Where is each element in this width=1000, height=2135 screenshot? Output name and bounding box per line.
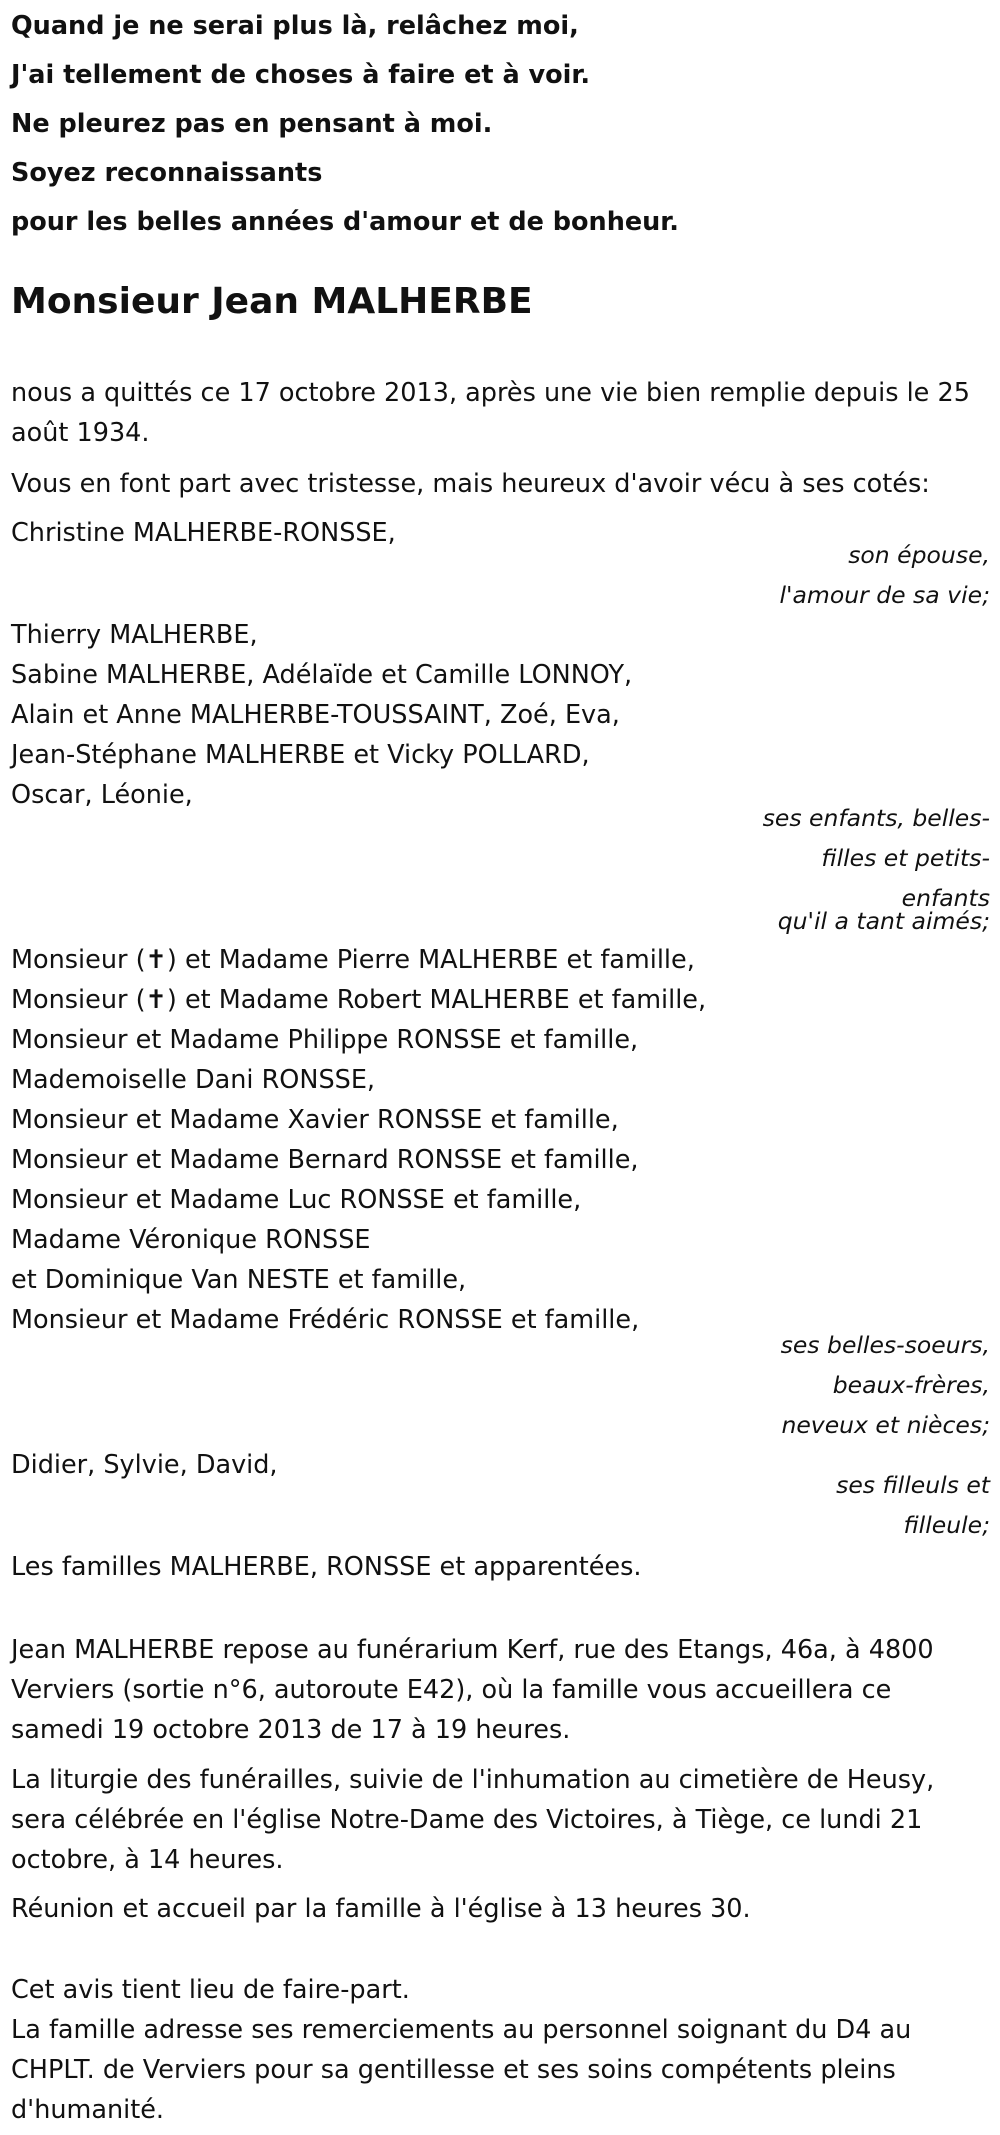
intro-line: nous a quittés ce 17 octobre 2013, après une vie bien remplie depuis le 25	[11, 378, 970, 408]
families-line: Les familles MALHERBE, RONSSE et apparentées.	[11, 1552, 642, 1582]
closing-line: CHPLT. de Verviers pour sa gentillesse et ses soins compétents pleins	[11, 2055, 896, 2085]
siblings-relation: ses belles-soeurs,	[780, 1331, 990, 1359]
sibling-name: Monsieur et Madame Frédéric RONSSE et famille,	[11, 1305, 640, 1335]
children-name: Jean-Stéphane MALHERBE et Vicky POLLARD,	[11, 740, 590, 770]
children-relation: ses enfants, belles-	[762, 804, 990, 832]
children-relation: qu'il a tant aimés;	[777, 907, 990, 935]
funeral-line: Réunion et accueil par la famille à l'église à 13 heures 30.	[11, 1894, 751, 1924]
poem-line: pour les belles années d'amour et de bonheur.	[11, 207, 679, 237]
intro-line: août 1934.	[11, 418, 150, 448]
spouse-relation: son épouse,	[848, 541, 990, 569]
siblings-relation: beaux-frères,	[832, 1371, 990, 1399]
children-name: Sabine MALHERBE, Adélaïde et Camille LONNOY,	[11, 660, 633, 690]
sibling-name: Monsieur (✝) et Madame Pierre MALHERBE et famille,	[11, 945, 695, 975]
children-relation: enfants	[901, 884, 990, 912]
page-title: Monsieur Jean MALHERBE	[11, 281, 533, 322]
sibling-name: Mademoiselle Dani RONSSE,	[11, 1065, 376, 1095]
funeral-line: Jean MALHERBE repose au funérarium Kerf, rue des Etangs, 46a, à 4800	[11, 1635, 934, 1665]
godchildren-names: Didier, Sylvie, David,	[11, 1450, 278, 1480]
godchildren-relation: ses filleuls et	[836, 1471, 990, 1499]
sibling-name: et Dominique Van NESTE et famille,	[11, 1265, 467, 1295]
children-name: Alain et Anne MALHERBE-TOUSSAINT, Zoé, Eva,	[11, 700, 620, 730]
sibling-name: Monsieur (✝) et Madame Robert MALHERBE et famille,	[11, 985, 707, 1015]
closing-line: La famille adresse ses remerciements au personnel soignant du D4 au	[11, 2015, 912, 2045]
children-name: Thierry MALHERBE,	[11, 620, 258, 650]
funeral-line: sera célébrée en l'église Notre-Dame des Victoires, à Tiège, ce lundi 21	[11, 1805, 923, 1835]
funeral-line: La liturgie des funérailles, suivie de l'inhumation au cimetière de Heusy,	[11, 1765, 935, 1795]
sibling-name: Madame Véronique RONSSE	[11, 1225, 371, 1255]
sibling-name: Monsieur et Madame Luc RONSSE et famille,	[11, 1185, 582, 1215]
spouse-relation: l'amour de sa vie;	[779, 581, 990, 609]
children-name: Oscar, Léonie,	[11, 780, 193, 810]
poem-line: Ne pleurez pas en pensant à moi.	[11, 109, 493, 139]
closing-line: Cet avis tient lieu de faire-part.	[11, 1975, 410, 2005]
funeral-line: Verviers (sortie n°6, autoroute E42), où la famille vous accueillera ce	[11, 1675, 892, 1705]
children-relation: filles et petits-	[821, 844, 990, 872]
funeral-line: samedi 19 octobre 2013 de 17 à 19 heures.	[11, 1715, 571, 1745]
closing-line: d'humanité.	[11, 2095, 165, 2125]
siblings-relation: neveux et nièces;	[781, 1411, 990, 1439]
poem-line: Soyez reconnaissants	[11, 158, 323, 188]
godchildren-relation: filleule;	[903, 1511, 990, 1539]
funeral-line: octobre, à 14 heures.	[11, 1845, 284, 1875]
sibling-name: Monsieur et Madame Bernard RONSSE et famille,	[11, 1145, 639, 1175]
poem-line: J'ai tellement de choses à faire et à voir.	[11, 60, 591, 90]
sibling-name: Monsieur et Madame Philippe RONSSE et famille,	[11, 1025, 639, 1055]
poem-line: Quand je ne serai plus là, relâchez moi,	[11, 11, 579, 41]
sibling-name: Monsieur et Madame Xavier RONSSE et famille,	[11, 1105, 619, 1135]
spouse-name: Christine MALHERBE-RONSSE,	[11, 518, 396, 548]
intro-line: Vous en font part avec tristesse, mais heureux d'avoir vécu à ses cotés:	[11, 469, 930, 499]
